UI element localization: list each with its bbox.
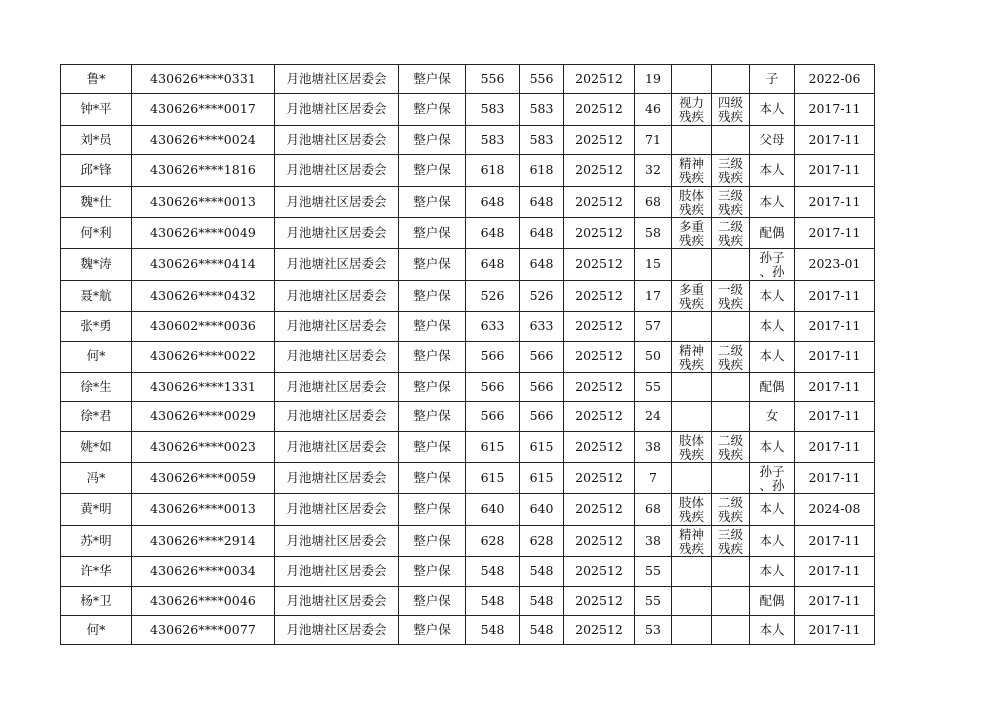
- cell-date: 2017-11: [795, 155, 875, 186]
- cell-relation: 本人: [750, 94, 795, 125]
- cell-age: 53: [635, 616, 672, 645]
- cell-assistance-type: 整户保: [399, 431, 466, 462]
- cell-assistance-type: 整户保: [399, 616, 466, 645]
- cell-amount: 526: [466, 280, 520, 311]
- cell-relation: 本人: [750, 494, 795, 525]
- cell-disability-level: 二级 残疾: [712, 341, 750, 372]
- cell-disability-type: [672, 463, 712, 494]
- cell-date: 2017-11: [795, 557, 875, 586]
- cell-assistance-type: 整户保: [399, 463, 466, 494]
- cell-date: 2017-11: [795, 125, 875, 154]
- cell-age: 68: [635, 186, 672, 217]
- cell-date: 2024-08: [795, 494, 875, 525]
- table-row: [61, 463, 875, 494]
- cell-relation: 本人: [750, 186, 795, 217]
- cell-relation: 本人: [750, 280, 795, 311]
- cell-id-number: 430626****1331: [132, 372, 275, 401]
- cell-month: 202512: [564, 586, 635, 615]
- cell-id-number: 430626****1816: [132, 155, 275, 186]
- table-row: [61, 217, 875, 248]
- cell-age: 46: [635, 94, 672, 125]
- cell-name: 鲁*: [61, 65, 132, 94]
- cell-assistance-type: 整户保: [399, 65, 466, 94]
- table-body: [61, 65, 875, 645]
- table-row: [61, 249, 875, 280]
- cell-amount-2: 566: [520, 402, 564, 431]
- cell-month: 202512: [564, 94, 635, 125]
- cell-amount-2: 615: [520, 431, 564, 462]
- cell-amount-2: 548: [520, 586, 564, 615]
- cell-age: 7: [635, 463, 672, 494]
- cell-community: 月池塘社区居委会: [275, 217, 399, 248]
- cell-date: 2017-11: [795, 372, 875, 401]
- cell-community: 月池塘社区居委会: [275, 372, 399, 401]
- cell-assistance-type: 整户保: [399, 557, 466, 586]
- cell-amount-2: 633: [520, 312, 564, 341]
- cell-community: 月池塘社区居委会: [275, 125, 399, 154]
- cell-amount: 648: [466, 249, 520, 280]
- cell-assistance-type: 整户保: [399, 402, 466, 431]
- cell-disability-level: [712, 65, 750, 94]
- cell-month: 202512: [564, 280, 635, 311]
- cell-id-number: 430626****0077: [132, 616, 275, 645]
- cell-disability-level: 三级 残疾: [712, 186, 750, 217]
- cell-disability-level: [712, 125, 750, 154]
- cell-month: 202512: [564, 372, 635, 401]
- cell-month: 202512: [564, 65, 635, 94]
- cell-date: 2017-11: [795, 312, 875, 341]
- cell-community: 月池塘社区居委会: [275, 280, 399, 311]
- cell-assistance-type: 整户保: [399, 94, 466, 125]
- cell-amount: 548: [466, 586, 520, 615]
- cell-id-number: 430626****0046: [132, 586, 275, 615]
- cell-disability-type: [672, 372, 712, 401]
- cell-disability-type: [672, 402, 712, 431]
- cell-relation: 父母: [750, 125, 795, 154]
- cell-relation: 女: [750, 402, 795, 431]
- cell-id-number: 430626****0034: [132, 557, 275, 586]
- cell-age: 58: [635, 217, 672, 248]
- cell-amount: 566: [466, 341, 520, 372]
- cell-relation: 本人: [750, 312, 795, 341]
- cell-date: 2017-11: [795, 280, 875, 311]
- cell-disability-type: 肢体 残疾: [672, 494, 712, 525]
- cell-community: 月池塘社区居委会: [275, 616, 399, 645]
- cell-disability-type: 多重 残疾: [672, 280, 712, 311]
- cell-month: 202512: [564, 217, 635, 248]
- cell-name: 姚*如: [61, 431, 132, 462]
- cell-amount-2: 548: [520, 557, 564, 586]
- cell-assistance-type: 整户保: [399, 586, 466, 615]
- cell-month: 202512: [564, 616, 635, 645]
- cell-disability-level: [712, 463, 750, 494]
- cell-amount-2: 548: [520, 616, 564, 645]
- cell-amount: 628: [466, 525, 520, 556]
- cell-amount: 556: [466, 65, 520, 94]
- table-row: [61, 65, 875, 94]
- cell-disability-type: [672, 586, 712, 615]
- cell-id-number: 430626****0331: [132, 65, 275, 94]
- cell-relation: 配偶: [750, 586, 795, 615]
- cell-amount: 566: [466, 372, 520, 401]
- cell-disability-type: 多重 残疾: [672, 217, 712, 248]
- cell-amount-2: 556: [520, 65, 564, 94]
- table-row: [61, 372, 875, 401]
- cell-name: 刘*员: [61, 125, 132, 154]
- cell-disability-type: 精神 残疾: [672, 155, 712, 186]
- cell-id-number: 430626****0059: [132, 463, 275, 494]
- cell-amount: 648: [466, 217, 520, 248]
- cell-age: 55: [635, 557, 672, 586]
- cell-date: 2017-11: [795, 186, 875, 217]
- cell-community: 月池塘社区居委会: [275, 341, 399, 372]
- cell-assistance-type: 整户保: [399, 372, 466, 401]
- cell-disability-level: 二级 残疾: [712, 217, 750, 248]
- cell-assistance-type: 整户保: [399, 249, 466, 280]
- table-row: [61, 341, 875, 372]
- cell-assistance-type: 整户保: [399, 155, 466, 186]
- cell-date: 2017-11: [795, 341, 875, 372]
- cell-amount: 583: [466, 94, 520, 125]
- cell-community: 月池塘社区居委会: [275, 494, 399, 525]
- cell-date: 2023-01: [795, 249, 875, 280]
- cell-amount-2: 583: [520, 125, 564, 154]
- table-row: [61, 125, 875, 154]
- cell-amount: 648: [466, 186, 520, 217]
- cell-name: 黄*明: [61, 494, 132, 525]
- cell-community: 月池塘社区居委会: [275, 94, 399, 125]
- cell-relation: 本人: [750, 557, 795, 586]
- cell-name: 杨*卫: [61, 586, 132, 615]
- cell-date: 2017-11: [795, 94, 875, 125]
- cell-name: 冯*: [61, 463, 132, 494]
- cell-relation: 本人: [750, 341, 795, 372]
- cell-disability-level: 三级 残疾: [712, 525, 750, 556]
- cell-amount: 548: [466, 616, 520, 645]
- cell-relation: 配偶: [750, 217, 795, 248]
- table-row: [61, 525, 875, 556]
- cell-amount-2: 566: [520, 341, 564, 372]
- cell-disability-type: 精神 残疾: [672, 341, 712, 372]
- cell-disability-type: [672, 249, 712, 280]
- cell-age: 15: [635, 249, 672, 280]
- cell-month: 202512: [564, 312, 635, 341]
- cell-name: 魏*涛: [61, 249, 132, 280]
- table-row: [61, 616, 875, 645]
- cell-amount: 583: [466, 125, 520, 154]
- cell-disability-type: [672, 65, 712, 94]
- cell-assistance-type: 整户保: [399, 125, 466, 154]
- cell-month: 202512: [564, 463, 635, 494]
- cell-community: 月池塘社区居委会: [275, 312, 399, 341]
- cell-relation: 配偶: [750, 372, 795, 401]
- cell-amount-2: 583: [520, 94, 564, 125]
- cell-age: 38: [635, 525, 672, 556]
- cell-amount-2: 615: [520, 463, 564, 494]
- cell-id-number: 430626****0432: [132, 280, 275, 311]
- cell-disability-level: [712, 372, 750, 401]
- cell-disability-type: 视力 残疾: [672, 94, 712, 125]
- table-row: [61, 155, 875, 186]
- assistance-table: [60, 64, 875, 645]
- cell-assistance-type: 整户保: [399, 341, 466, 372]
- cell-month: 202512: [564, 494, 635, 525]
- cell-relation: 本人: [750, 155, 795, 186]
- cell-disability-level: [712, 402, 750, 431]
- cell-age: 57: [635, 312, 672, 341]
- cell-disability-type: 肢体 残疾: [672, 431, 712, 462]
- cell-name: 何*: [61, 341, 132, 372]
- table-row: [61, 494, 875, 525]
- cell-disability-level: 一级 残疾: [712, 280, 750, 311]
- cell-amount: 633: [466, 312, 520, 341]
- table-row: [61, 586, 875, 615]
- cell-id-number: 430626****0022: [132, 341, 275, 372]
- table-row: [61, 186, 875, 217]
- cell-month: 202512: [564, 186, 635, 217]
- cell-id-number: 430626****2914: [132, 525, 275, 556]
- cell-age: 24: [635, 402, 672, 431]
- cell-age: 68: [635, 494, 672, 525]
- cell-amount-2: 648: [520, 249, 564, 280]
- cell-date: 2017-11: [795, 217, 875, 248]
- cell-disability-level: 二级 残疾: [712, 494, 750, 525]
- cell-disability-level: [712, 616, 750, 645]
- cell-disability-type: [672, 557, 712, 586]
- cell-community: 月池塘社区居委会: [275, 249, 399, 280]
- cell-community: 月池塘社区居委会: [275, 65, 399, 94]
- cell-month: 202512: [564, 125, 635, 154]
- cell-id-number: 430626****0049: [132, 217, 275, 248]
- cell-date: 2017-11: [795, 525, 875, 556]
- cell-month: 202512: [564, 341, 635, 372]
- table-row: [61, 557, 875, 586]
- cell-disability-type: [672, 125, 712, 154]
- cell-id-number: 430626****0029: [132, 402, 275, 431]
- cell-month: 202512: [564, 249, 635, 280]
- cell-date: 2022-06: [795, 65, 875, 94]
- cell-name: 钟*平: [61, 94, 132, 125]
- cell-amount-2: 526: [520, 280, 564, 311]
- cell-name: 何*利: [61, 217, 132, 248]
- table-row: [61, 280, 875, 311]
- cell-date: 2017-11: [795, 431, 875, 462]
- cell-amount-2: 628: [520, 525, 564, 556]
- cell-community: 月池塘社区居委会: [275, 402, 399, 431]
- cell-name: 邱*锋: [61, 155, 132, 186]
- cell-disability-level: [712, 312, 750, 341]
- cell-date: 2017-11: [795, 616, 875, 645]
- cell-relation: 子: [750, 65, 795, 94]
- cell-relation: 本人: [750, 616, 795, 645]
- cell-age: 32: [635, 155, 672, 186]
- cell-disability-level: [712, 249, 750, 280]
- cell-age: 17: [635, 280, 672, 311]
- table-row: [61, 402, 875, 431]
- cell-amount: 615: [466, 463, 520, 494]
- cell-name: 何*: [61, 616, 132, 645]
- cell-community: 月池塘社区居委会: [275, 525, 399, 556]
- cell-age: 55: [635, 586, 672, 615]
- table-row: [61, 431, 875, 462]
- cell-id-number: 430602****0036: [132, 312, 275, 341]
- cell-age: 55: [635, 372, 672, 401]
- cell-month: 202512: [564, 402, 635, 431]
- table-row: [61, 312, 875, 341]
- cell-age: 38: [635, 431, 672, 462]
- cell-assistance-type: 整户保: [399, 494, 466, 525]
- cell-amount: 618: [466, 155, 520, 186]
- cell-age: 19: [635, 65, 672, 94]
- cell-id-number: 430626****0023: [132, 431, 275, 462]
- cell-name: 张*勇: [61, 312, 132, 341]
- cell-name: 苏*明: [61, 525, 132, 556]
- cell-relation: 孙子 、孙: [750, 249, 795, 280]
- cell-name: 徐*生: [61, 372, 132, 401]
- cell-community: 月池塘社区居委会: [275, 586, 399, 615]
- cell-amount: 615: [466, 431, 520, 462]
- cell-amount-2: 618: [520, 155, 564, 186]
- cell-id-number: 430626****0024: [132, 125, 275, 154]
- cell-month: 202512: [564, 431, 635, 462]
- cell-date: 2017-11: [795, 463, 875, 494]
- cell-amount-2: 648: [520, 217, 564, 248]
- cell-disability-type: [672, 312, 712, 341]
- cell-assistance-type: 整户保: [399, 280, 466, 311]
- cell-name: 徐*君: [61, 402, 132, 431]
- cell-community: 月池塘社区居委会: [275, 557, 399, 586]
- cell-community: 月池塘社区居委会: [275, 431, 399, 462]
- cell-community: 月池塘社区居委会: [275, 186, 399, 217]
- cell-relation: 本人: [750, 431, 795, 462]
- cell-disability-level: 四级 残疾: [712, 94, 750, 125]
- cell-disability-type: 精神 残疾: [672, 525, 712, 556]
- cell-name: 魏*仕: [61, 186, 132, 217]
- cell-id-number: 430626****0013: [132, 186, 275, 217]
- cell-assistance-type: 整户保: [399, 312, 466, 341]
- cell-amount: 566: [466, 402, 520, 431]
- cell-relation: 孙子 、孙: [750, 463, 795, 494]
- cell-amount: 640: [466, 494, 520, 525]
- cell-disability-type: 肢体 残疾: [672, 186, 712, 217]
- cell-id-number: 430626****0013: [132, 494, 275, 525]
- cell-amount: 548: [466, 557, 520, 586]
- cell-community: 月池塘社区居委会: [275, 463, 399, 494]
- cell-date: 2017-11: [795, 402, 875, 431]
- cell-assistance-type: 整户保: [399, 525, 466, 556]
- cell-disability-level: 二级 残疾: [712, 431, 750, 462]
- cell-month: 202512: [564, 525, 635, 556]
- cell-disability-level: 三级 残疾: [712, 155, 750, 186]
- cell-relation: 本人: [750, 525, 795, 556]
- cell-age: 71: [635, 125, 672, 154]
- cell-amount-2: 640: [520, 494, 564, 525]
- cell-assistance-type: 整户保: [399, 186, 466, 217]
- cell-name: 聂*航: [61, 280, 132, 311]
- cell-id-number: 430626****0414: [132, 249, 275, 280]
- cell-community: 月池塘社区居委会: [275, 155, 399, 186]
- cell-date: 2017-11: [795, 586, 875, 615]
- cell-disability-type: [672, 616, 712, 645]
- cell-name: 许*华: [61, 557, 132, 586]
- cell-disability-level: [712, 557, 750, 586]
- cell-id-number: 430626****0017: [132, 94, 275, 125]
- cell-amount-2: 566: [520, 372, 564, 401]
- cell-disability-level: [712, 586, 750, 615]
- cell-amount-2: 648: [520, 186, 564, 217]
- table-row: [61, 94, 875, 125]
- cell-month: 202512: [564, 155, 635, 186]
- cell-age: 50: [635, 341, 672, 372]
- cell-assistance-type: 整户保: [399, 217, 466, 248]
- cell-month: 202512: [564, 557, 635, 586]
